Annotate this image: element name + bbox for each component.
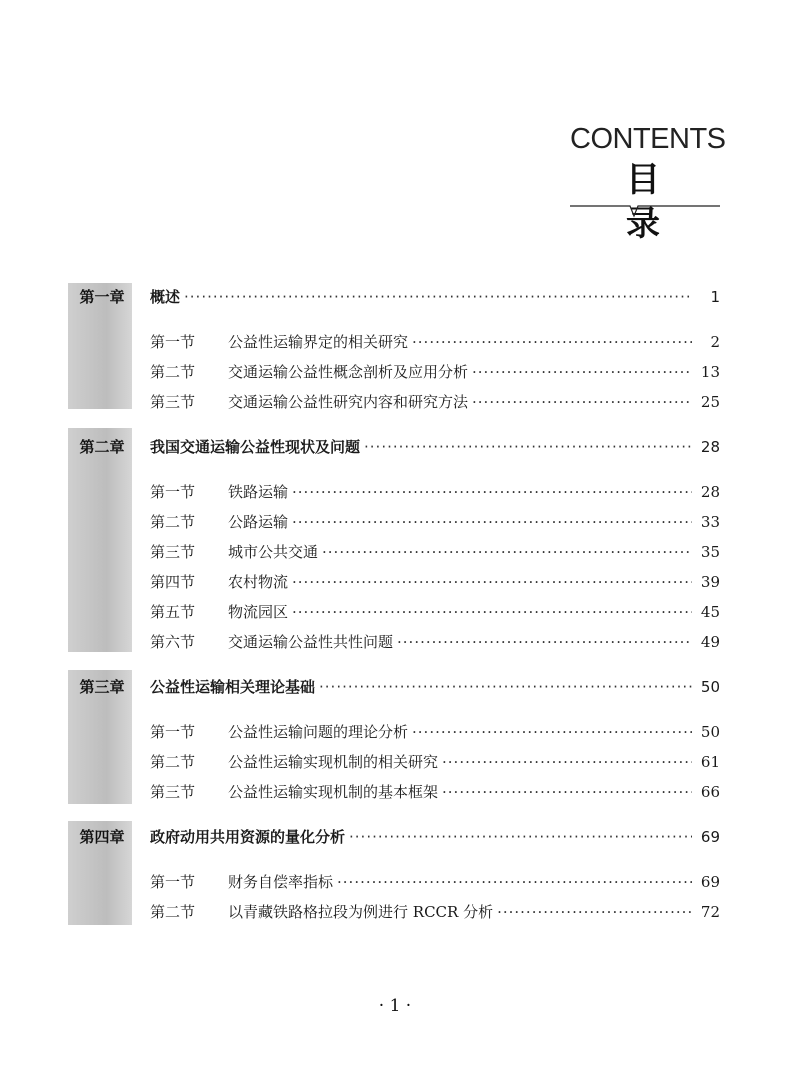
toc-entry[interactable] <box>150 751 720 773</box>
section-page: 72 <box>700 903 720 921</box>
section-page: 28 <box>700 483 720 501</box>
dot-leader <box>292 571 692 593</box>
section-page: 45 <box>700 603 720 621</box>
dot-leader <box>442 751 692 773</box>
chapter-1-label: 第一章 <box>79 288 125 306</box>
dot-leader <box>184 286 692 308</box>
section-page: 61 <box>700 753 720 771</box>
section-title: 交通运输公益性概念剖析及应用分析 <box>228 363 469 381</box>
section-page: 50 <box>700 723 720 741</box>
dot-leader <box>319 676 692 698</box>
toc-entry[interactable] <box>150 541 720 563</box>
section-number: 第三节 <box>150 783 196 801</box>
toc-entry[interactable] <box>150 391 720 413</box>
chapter-4-title: 政府动用共用资源的量化分析 <box>150 828 346 846</box>
chapter-1-title: 概述 <box>150 288 181 306</box>
chapter-3-page: 50 <box>700 678 720 696</box>
dot-leader <box>472 391 692 413</box>
chapter-1-entry[interactable] <box>150 286 720 308</box>
section-number: 第四节 <box>150 573 196 591</box>
dot-leader <box>472 361 692 383</box>
dot-leader <box>412 331 692 353</box>
chapter-1-page: 1 <box>710 288 720 306</box>
section-title: 以青藏铁路格拉段为例进行 RCCR 分析 <box>228 903 494 921</box>
section-title: 公益性运输问题的理论分析 <box>228 723 409 741</box>
chapter-4-page: 69 <box>700 828 720 846</box>
contents-title-en: CONTENTS <box>570 123 726 155</box>
section-page: 39 <box>700 573 720 591</box>
dot-leader <box>292 601 692 623</box>
section-number: 第一节 <box>150 483 196 501</box>
chapter-3-title: 公益性运输相关理论基础 <box>150 678 316 696</box>
section-number: 第六节 <box>150 633 196 651</box>
section-title: 交通运输公益性研究内容和研究方法 <box>228 393 469 411</box>
toc-entry[interactable] <box>150 331 720 353</box>
dot-leader <box>349 826 692 848</box>
chapter-2-entry[interactable] <box>150 436 720 458</box>
contents-title-zh: 目 录 <box>626 160 688 244</box>
dot-leader <box>442 781 692 803</box>
section-title: 铁路运输 <box>228 483 289 501</box>
section-title: 城市公共交通 <box>228 543 319 561</box>
section-number: 第三节 <box>150 543 196 561</box>
toc-entry[interactable] <box>150 781 720 803</box>
section-page: 49 <box>700 633 720 651</box>
toc-entry[interactable] <box>150 511 720 533</box>
section-number: 第二节 <box>150 753 196 771</box>
dot-leader <box>397 631 692 653</box>
chapter-2-page: 28 <box>700 438 720 456</box>
toc-entry[interactable] <box>150 721 720 743</box>
section-page: 66 <box>700 783 720 801</box>
dot-leader <box>412 721 692 743</box>
chapter-2-label: 第二章 <box>79 438 125 456</box>
dot-leader <box>497 901 692 923</box>
section-title: 财务自偿率指标 <box>228 873 334 891</box>
chapter-4-label: 第四章 <box>79 828 125 846</box>
section-number: 第二节 <box>150 903 196 921</box>
section-number: 第二节 <box>150 363 196 381</box>
section-title: 农村物流 <box>228 573 289 591</box>
dot-leader <box>364 436 692 458</box>
section-title: 公益性运输实现机制的基本框架 <box>228 783 439 801</box>
toc-entry[interactable] <box>150 901 720 923</box>
dot-leader <box>292 481 692 503</box>
section-number: 第一节 <box>150 333 196 351</box>
section-page: 13 <box>700 363 720 381</box>
section-title: 物流园区 <box>228 603 289 621</box>
section-title: 公益性运输实现机制的相关研究 <box>228 753 439 771</box>
section-number: 第一节 <box>150 873 196 891</box>
section-page: 2 <box>710 333 720 351</box>
dot-leader <box>322 541 692 563</box>
section-title: 交通运输公益性共性问题 <box>228 633 394 651</box>
dot-leader <box>292 511 692 533</box>
toc-entry[interactable] <box>150 871 720 893</box>
section-title: 公益性运输界定的相关研究 <box>228 333 409 351</box>
section-number: 第三节 <box>150 393 196 411</box>
page-number-footer: · 1 · <box>378 996 412 1016</box>
toc-entry[interactable] <box>150 361 720 383</box>
chapter-3-entry[interactable] <box>150 676 720 698</box>
section-page: 25 <box>700 393 720 411</box>
section-number: 第五节 <box>150 603 196 621</box>
section-number: 第二节 <box>150 513 196 531</box>
chapter-2-title: 我国交通运输公益性现状及问题 <box>150 438 361 456</box>
toc-entry[interactable] <box>150 601 720 623</box>
chapter-2-shade <box>68 428 132 652</box>
chapter-4-entry[interactable] <box>150 826 720 848</box>
toc-entry[interactable] <box>150 571 720 593</box>
section-number: 第一节 <box>150 723 196 741</box>
section-title: 公路运输 <box>228 513 289 531</box>
section-page: 35 <box>700 543 720 561</box>
toc-entry[interactable] <box>150 481 720 503</box>
chapter-3-label: 第三章 <box>79 678 125 696</box>
section-page: 69 <box>700 873 720 891</box>
toc-entry[interactable] <box>150 631 720 653</box>
section-page: 33 <box>700 513 720 531</box>
dot-leader <box>337 871 692 893</box>
